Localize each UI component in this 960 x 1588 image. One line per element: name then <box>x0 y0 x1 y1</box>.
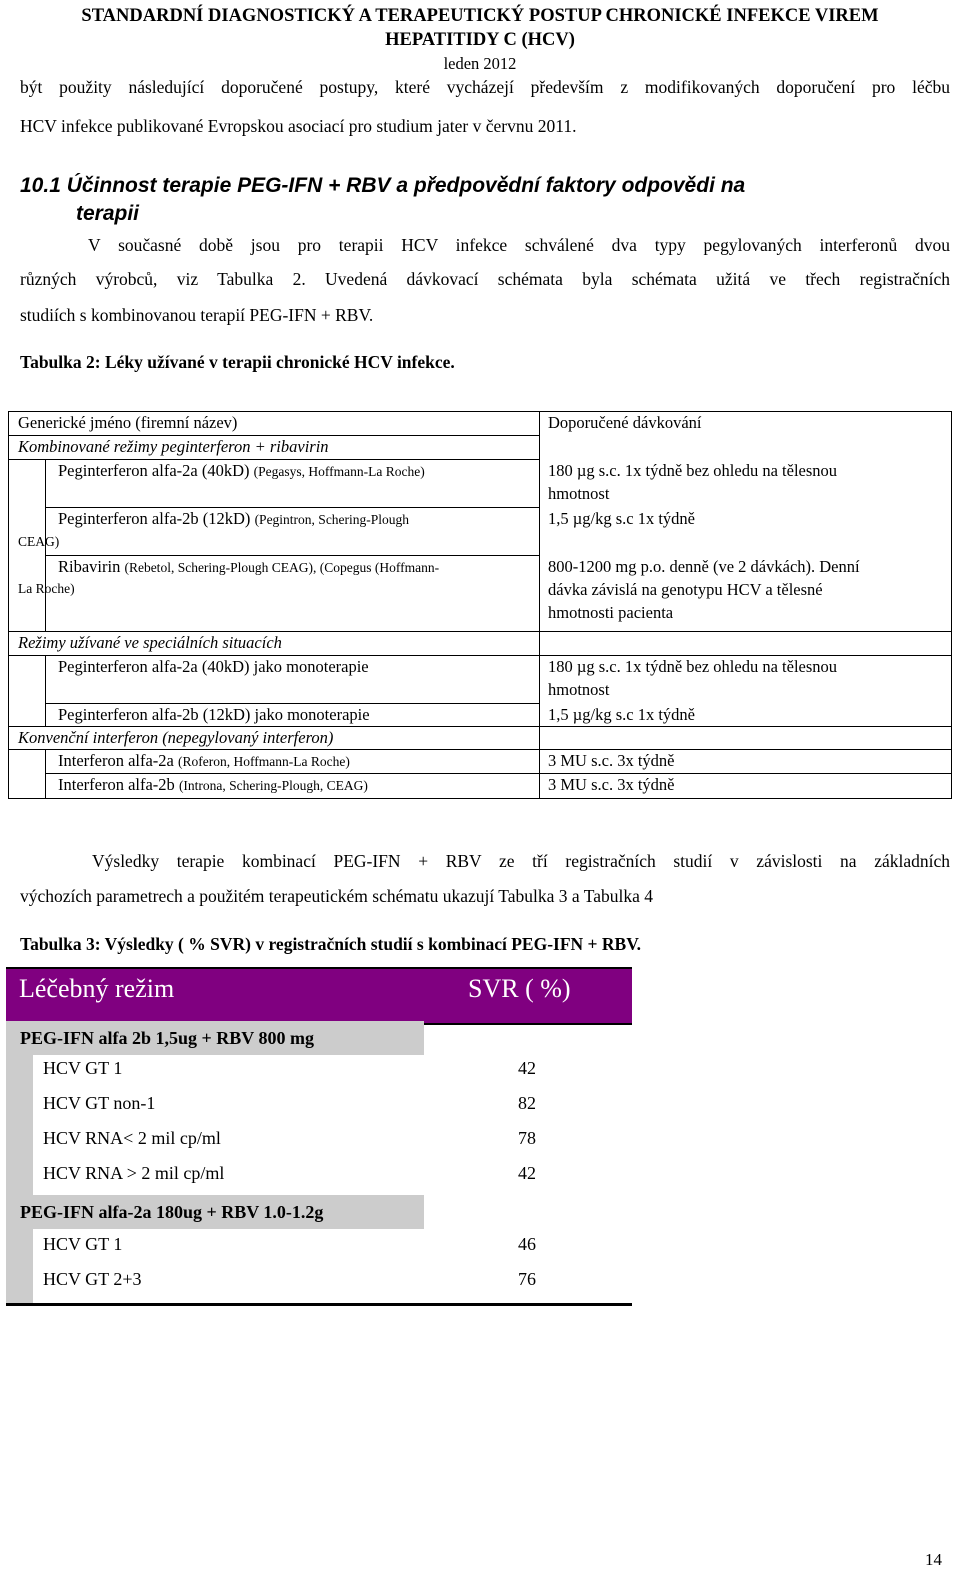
svr-group-peg-2b-indent <box>6 1055 33 1195</box>
drug-table-group-special: Režimy užívané ve speciálních situacích <box>18 633 282 652</box>
section-title-line1: Účinnost terapie PEG-IFN + RBV a předpovědní faktory odpovědi na <box>60 174 746 197</box>
drug-row-ribavirin-cont: La Roche) <box>18 581 75 596</box>
svr-table-header-regimen: Léčebný režim <box>19 974 175 1003</box>
intro-line1: být použity následující doporučené postupy, které vycházejí především z modifikovaných doporučení pro léčbu <box>20 77 950 97</box>
svr-group-peg-2b: PEG-IFN alfa 2b 1,5ug + RBV 800 mg <box>6 1021 424 1055</box>
svr-table-header-svr: SVR ( %) <box>468 974 571 1003</box>
svr-table-bottom-rule <box>6 1303 632 1306</box>
drug-table-header-name: Generické jméno (firemní název) <box>18 413 238 432</box>
svr-row-label: HCV GT 1 <box>43 1234 123 1254</box>
section-paragraph-line1: V současné době jsou pro terapii HCV infekce schválené dva typy pegylovaných interferonů dvou <box>88 235 950 255</box>
drug-table-group-combination: Kombinované režimy peginterferon + ribavirin <box>18 437 329 456</box>
drug-row-peg-2a-mono-dose: 180 µg s.c. 1x týdně bez ohledu na tělesnou hmotnost <box>548 657 838 699</box>
intro-line2: HCV infekce publikované Evropskou asociací pro studium jater v červnu 2011. <box>20 116 577 136</box>
svr-row-value: 42 <box>518 1058 536 1078</box>
results-line2: výchozích parametrech a použitém terapeutickém schématu ukazují Tabulka 3 a Tabulka 4 <box>20 886 653 906</box>
table2-caption: Tabulka 2: Léky užívané v terapii chronické HCV infekce. <box>20 352 455 372</box>
drug-table <box>8 411 952 799</box>
svr-table <box>6 967 636 1311</box>
drug-row-ifn-2b: Interferon alfa-2b (Introna, Schering-Plough, CEAG) <box>58 775 368 794</box>
svr-row-label: HCV GT 1 <box>43 1058 123 1078</box>
document-header-line2: HEPATITIDY C (HCV) <box>385 30 575 50</box>
results-line1: Výsledky terapie kombinací PEG-IFN + RBV ze tří registračních studií v závislosti na základních <box>92 851 950 871</box>
drug-row-ribavirin-dose: 800-1200 mg p.o. denně (ve 2 dávkách). Denní dávka závislá na genotypu HCV a tělesné hmotnosti pacienta <box>548 557 860 622</box>
drug-table-header-dose: Doporučené dávkování <box>548 413 702 432</box>
section-number: 10.1 <box>20 174 61 197</box>
svr-row-value: 46 <box>518 1234 536 1254</box>
document-header-line1: STANDARDNÍ DIAGNOSTICKÝ A TERAPEUTICKÝ POSTUP CHRONICKÉ INFEKCE VIREM <box>81 6 879 26</box>
section-title-line2: terapii <box>76 202 140 225</box>
drug-row-ribavirin: Ribavirin (Rebetol, Schering-Plough CEAG), (Copegus (Hoffmann- <box>58 557 440 576</box>
drug-row-peg-2a-dose: 180 µg s.c. 1x týdně bez ohledu na tělesnou hmotnost <box>548 461 838 503</box>
svr-group-peg-2a: PEG-IFN alfa-2a 180ug + RBV 1.0-1.2g <box>6 1195 424 1229</box>
svr-row-value: 42 <box>518 1163 536 1183</box>
drug-row-peg-2a: Peginterferon alfa-2a (40kD) (Pegasys, Hoffmann-La Roche) <box>58 461 425 480</box>
svr-row-label: HCV RNA > 2 mil cp/ml <box>43 1163 225 1183</box>
drug-row-ifn-2a: Interferon alfa-2a (Roferon, Hoffmann-La Roche) <box>58 751 350 770</box>
svr-row-value: 76 <box>518 1269 536 1289</box>
drug-row-peg-2a-mono: Peginterferon alfa-2a (40kD) jako monoterapie <box>58 657 369 676</box>
drug-row-peg-2b-mono-dose: 1,5 µg/kg s.c 1x týdně <box>548 705 695 724</box>
document-header-date: leden 2012 <box>443 54 517 73</box>
svr-row-label: HCV GT non-1 <box>43 1093 156 1113</box>
section-paragraph-line2: různých výrobců, viz Tabulka 2. Uvedená dávkovací schémata byla schémata užitá ve třech registračních <box>20 269 950 289</box>
drug-row-ifn-2b-dose: 3 MU s.c. 3x týdně <box>548 775 675 794</box>
section-heading <box>20 174 745 198</box>
section-paragraph-line3: studiích s kombinovanou terapií PEG-IFN + RBV. <box>20 305 374 325</box>
table3-caption: Tabulka 3: Výsledky ( % SVR) v registračních studií s kombinací PEG-IFN + RBV. <box>20 934 641 954</box>
drug-table-group-conventional: Konvenční interferon (nepegylovaný interferon) <box>18 728 334 747</box>
svr-group-peg-2a-indent <box>6 1229 33 1303</box>
svr-row-label: HCV GT 2+3 <box>43 1269 142 1289</box>
svr-row-value: 78 <box>518 1128 536 1148</box>
drug-row-peg-2b-dose: 1,5 µg/kg s.c 1x týdně <box>548 509 695 528</box>
drug-row-peg-2b: Peginterferon alfa-2b (12kD) (Pegintron, Schering-Plough <box>58 509 410 528</box>
drug-row-peg-2b-mono: Peginterferon alfa-2b (12kD) jako monoterapie <box>58 705 370 724</box>
page-number: 14 <box>925 1550 942 1569</box>
svr-row-label: HCV RNA< 2 mil cp/ml <box>43 1128 221 1148</box>
svr-row-value: 82 <box>518 1093 536 1113</box>
drug-row-ifn-2a-dose: 3 MU s.c. 3x týdně <box>548 751 675 770</box>
drug-row-peg-2b-cont: CEAG) <box>18 534 60 549</box>
